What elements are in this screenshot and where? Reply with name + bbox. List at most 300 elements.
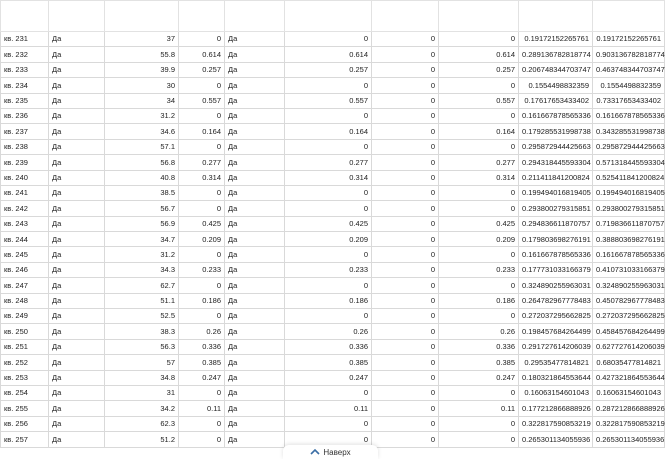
cell-apartment: кв. 236 — [1, 108, 49, 123]
cell-v3: 0.257 — [439, 62, 519, 77]
cell-flag1: Да — [49, 170, 105, 185]
cell-v4: 0.211411841200824 — [519, 170, 593, 185]
cell-v4: 0.198457684264499 — [519, 324, 593, 339]
cell-v5: 0.19172152265761 — [593, 32, 665, 47]
cell-v2: 0.247 — [285, 370, 372, 385]
cell-v3: 0.385 — [439, 355, 519, 370]
cell-apartment: кв. 256 — [1, 416, 49, 431]
cell-apartment: кв. 238 — [1, 139, 49, 154]
cell-flag2: Да — [225, 201, 285, 216]
cell-flag1: Да — [49, 155, 105, 170]
cell-flag1: Да — [49, 339, 105, 354]
table-row — [1, 185, 665, 200]
header-cell — [179, 1, 225, 32]
cell-v2: 0.257 — [285, 62, 372, 77]
cell-apartment: кв. 242 — [1, 201, 49, 216]
table-row — [1, 385, 665, 400]
cell-flag1: Да — [49, 247, 105, 262]
cell-v1: 0 — [179, 78, 225, 93]
cell-flag1: Да — [49, 201, 105, 216]
cell-apartment: кв. 253 — [1, 370, 49, 385]
cell-v1: 0 — [179, 139, 225, 154]
cell-v3: 0 — [439, 185, 519, 200]
cell-v5: 0.293800279315851 — [593, 201, 665, 216]
cell-z1: 0 — [372, 247, 439, 262]
cell-apartment: кв. 251 — [1, 339, 49, 354]
cell-flag2: Да — [225, 355, 285, 370]
cell-v1: 0 — [179, 416, 225, 431]
cell-v3: 0.557 — [439, 93, 519, 108]
cell-z1: 0 — [372, 232, 439, 247]
cell-v1: 0 — [179, 432, 225, 447]
cell-z1: 0 — [372, 401, 439, 416]
cell-v5: 0.73317653433402 — [593, 93, 665, 108]
cell-v1: 0 — [179, 309, 225, 324]
cell-area: 31.2 — [105, 247, 179, 262]
cell-v5: 0.388803698276191 — [593, 232, 665, 247]
cell-flag1: Да — [49, 47, 105, 62]
cell-area: 31 — [105, 385, 179, 400]
cell-v2: 0 — [285, 416, 372, 431]
cell-v1: 0.425 — [179, 216, 225, 231]
cell-v3: 0.209 — [439, 232, 519, 247]
cell-flag2: Да — [225, 324, 285, 339]
cell-apartment: кв. 254 — [1, 385, 49, 400]
table-row — [1, 108, 665, 123]
cell-flag1: Да — [49, 416, 105, 431]
cell-flag2: Да — [225, 247, 285, 262]
chevron-up-icon — [310, 448, 320, 456]
cell-v3: 0.186 — [439, 293, 519, 308]
cell-v4: 0.177731033166379 — [519, 262, 593, 277]
cell-area: 38.3 — [105, 324, 179, 339]
cell-v1: 0.247 — [179, 370, 225, 385]
cell-area: 56.7 — [105, 201, 179, 216]
header-cell — [105, 1, 179, 32]
cell-v1: 0.233 — [179, 262, 225, 277]
cell-v5: 0.525411841200824 — [593, 170, 665, 185]
cell-v1: 0.614 — [179, 47, 225, 62]
cell-v3: 0.26 — [439, 324, 519, 339]
cell-v2: 0 — [285, 247, 372, 262]
cell-v3: 0.425 — [439, 216, 519, 231]
cell-v3: 0.277 — [439, 155, 519, 170]
cell-v5: 0.68035477814821 — [593, 355, 665, 370]
table-row — [1, 216, 665, 231]
cell-apartment: кв. 244 — [1, 232, 49, 247]
cell-area: 30 — [105, 78, 179, 93]
table-row — [1, 93, 665, 108]
cell-area: 62.7 — [105, 278, 179, 293]
cell-v2: 0.314 — [285, 170, 372, 185]
cell-area: 56.9 — [105, 216, 179, 231]
cell-v1: 0 — [179, 247, 225, 262]
cell-flag2: Да — [225, 124, 285, 139]
cell-v4: 0.199494016819405 — [519, 185, 593, 200]
cell-v5: 0.458457684264499 — [593, 324, 665, 339]
cell-area: 34.6 — [105, 124, 179, 139]
cell-z1: 0 — [372, 32, 439, 47]
cell-z1: 0 — [372, 278, 439, 293]
cell-z1: 0 — [372, 385, 439, 400]
cell-v5: 0.16063154601043 — [593, 385, 665, 400]
cell-v5: 0.343285531998738 — [593, 124, 665, 139]
cell-v2: 0 — [285, 278, 372, 293]
cell-v4: 0.161667878565336 — [519, 108, 593, 123]
cell-flag2: Да — [225, 385, 285, 400]
cell-v1: 0.336 — [179, 339, 225, 354]
table-row — [1, 370, 665, 385]
cell-z1: 0 — [372, 324, 439, 339]
cell-v2: 0.233 — [285, 262, 372, 277]
cell-v1: 0.164 — [179, 124, 225, 139]
cell-apartment: кв. 240 — [1, 170, 49, 185]
cell-apartment: кв. 241 — [1, 185, 49, 200]
cell-area: 37 — [105, 32, 179, 47]
cell-z1: 0 — [372, 355, 439, 370]
header-cell — [519, 1, 593, 32]
cell-v2: 0 — [285, 309, 372, 324]
cell-v3: 0 — [439, 32, 519, 47]
cell-area: 40.8 — [105, 170, 179, 185]
cell-v3: 0 — [439, 78, 519, 93]
cell-flag2: Да — [225, 93, 285, 108]
cell-v1: 0.186 — [179, 293, 225, 308]
cell-flag2: Да — [225, 232, 285, 247]
cell-flag1: Да — [49, 124, 105, 139]
cell-apartment: кв. 246 — [1, 262, 49, 277]
cell-v4: 0.324890255963031 — [519, 278, 593, 293]
cell-v3: 0.233 — [439, 262, 519, 277]
cell-apartment: кв. 239 — [1, 155, 49, 170]
cell-flag1: Да — [49, 32, 105, 47]
cell-v1: 0 — [179, 385, 225, 400]
cell-apartment: кв. 252 — [1, 355, 49, 370]
header-cell — [285, 1, 372, 32]
cell-z1: 0 — [372, 370, 439, 385]
cell-v5: 0.1554498832359 — [593, 78, 665, 93]
cell-apartment: кв. 249 — [1, 309, 49, 324]
cell-v4: 0.293800279315851 — [519, 201, 593, 216]
cell-v3: 0 — [439, 385, 519, 400]
cell-v3: 0 — [439, 139, 519, 154]
cell-apartment: кв. 245 — [1, 247, 49, 262]
cell-v5: 0.903136782818774 — [593, 47, 665, 62]
cell-area: 56.3 — [105, 339, 179, 354]
cell-v4: 0.29535477814821 — [519, 355, 593, 370]
cell-area: 39.9 — [105, 62, 179, 77]
cell-v5: 0.463748344703747 — [593, 62, 665, 77]
table-row — [1, 78, 665, 93]
cell-apartment: кв. 257 — [1, 432, 49, 447]
cell-v3: 0 — [439, 247, 519, 262]
cell-z1: 0 — [372, 185, 439, 200]
cell-v2: 0 — [285, 139, 372, 154]
cell-v5: 0.450782967778483 — [593, 293, 665, 308]
cell-v2: 0.385 — [285, 355, 372, 370]
cell-flag2: Да — [225, 293, 285, 308]
cell-flag2: Да — [225, 339, 285, 354]
cell-v2: 0 — [285, 32, 372, 47]
back-to-top-button[interactable] — [283, 445, 378, 459]
cell-v1: 0.26 — [179, 324, 225, 339]
cell-area: 52.5 — [105, 309, 179, 324]
cell-z1: 0 — [372, 124, 439, 139]
cell-v2: 0.614 — [285, 47, 372, 62]
cell-v1: 0 — [179, 278, 225, 293]
cell-flag2: Да — [225, 155, 285, 170]
cell-v2: 0.186 — [285, 293, 372, 308]
cell-v5: 0.719836611870757 — [593, 216, 665, 231]
table-row — [1, 247, 665, 262]
cell-v2: 0.336 — [285, 339, 372, 354]
cell-flag1: Да — [49, 278, 105, 293]
cell-v4: 0.294318445593304 — [519, 155, 593, 170]
cell-flag2: Да — [225, 432, 285, 447]
cell-v1: 0 — [179, 108, 225, 123]
cell-flag1: Да — [49, 139, 105, 154]
cell-flag1: Да — [49, 401, 105, 416]
cell-flag1: Да — [49, 432, 105, 447]
cell-area: 34.7 — [105, 232, 179, 247]
cell-area: 56.8 — [105, 155, 179, 170]
table-row — [1, 155, 665, 170]
cell-flag2: Да — [225, 139, 285, 154]
cell-v3: 0.164 — [439, 124, 519, 139]
cell-apartment: кв. 247 — [1, 278, 49, 293]
cell-z1: 0 — [372, 139, 439, 154]
table-row — [1, 139, 665, 154]
cell-flag1: Да — [49, 355, 105, 370]
cell-flag2: Да — [225, 170, 285, 185]
cell-v4: 0.294836611870757 — [519, 216, 593, 231]
table-row — [1, 170, 665, 185]
cell-z1: 0 — [372, 216, 439, 231]
cell-v4: 0.177212866888926 — [519, 401, 593, 416]
cell-flag1: Да — [49, 232, 105, 247]
cell-v4: 0.272037295662825 — [519, 309, 593, 324]
cell-flag1: Да — [49, 78, 105, 93]
cell-z1: 0 — [372, 170, 439, 185]
cell-v4: 0.264782967778483 — [519, 293, 593, 308]
cell-apartment: кв. 243 — [1, 216, 49, 231]
cell-v5: 0.427321864553644 — [593, 370, 665, 385]
cell-v3: 0 — [439, 201, 519, 216]
header-cell — [225, 1, 285, 32]
cell-flag2: Да — [225, 62, 285, 77]
cell-flag2: Да — [225, 185, 285, 200]
cell-v5: 0.410731033166379 — [593, 262, 665, 277]
cell-apartment: кв. 237 — [1, 124, 49, 139]
cell-v2: 0.277 — [285, 155, 372, 170]
cell-v2: 0 — [285, 108, 372, 123]
header-cell — [49, 1, 105, 32]
cell-v3: 0.11 — [439, 401, 519, 416]
cell-v5: 0.295872944425663 — [593, 139, 665, 154]
cell-flag1: Да — [49, 62, 105, 77]
cell-v4: 0.265301134055936 — [519, 432, 593, 447]
cell-apartment: кв. 231 — [1, 32, 49, 47]
cell-v3: 0 — [439, 416, 519, 431]
cell-flag2: Да — [225, 401, 285, 416]
table-row — [1, 47, 665, 62]
cell-apartment: кв. 233 — [1, 62, 49, 77]
cell-v5: 0.571318445593304 — [593, 155, 665, 170]
cell-v2: 0 — [285, 432, 372, 447]
cell-v4: 0.322817590853219 — [519, 416, 593, 431]
cell-area: 51.1 — [105, 293, 179, 308]
cell-z1: 0 — [372, 47, 439, 62]
cell-v2: 0 — [285, 185, 372, 200]
cell-v2: 0.11 — [285, 401, 372, 416]
cell-v2: 0.557 — [285, 93, 372, 108]
cell-area: 62.3 — [105, 416, 179, 431]
cell-v2: 0.164 — [285, 124, 372, 139]
cell-flag1: Да — [49, 309, 105, 324]
cell-z1: 0 — [372, 78, 439, 93]
header-cell — [439, 1, 519, 32]
cell-flag1: Да — [49, 324, 105, 339]
cell-v2: 0.26 — [285, 324, 372, 339]
cell-v3: 0 — [439, 309, 519, 324]
cell-v4: 0.16063154601043 — [519, 385, 593, 400]
cell-apartment: кв. 234 — [1, 78, 49, 93]
cell-v1: 0.277 — [179, 155, 225, 170]
cell-area: 34.8 — [105, 370, 179, 385]
cell-v3: 0.247 — [439, 370, 519, 385]
cell-v4: 0.179803698276191 — [519, 232, 593, 247]
cell-v4: 0.291727614206039 — [519, 339, 593, 354]
header-row — [1, 1, 665, 32]
table-row — [1, 124, 665, 139]
cell-area: 57.1 — [105, 139, 179, 154]
cell-flag2: Да — [225, 108, 285, 123]
cell-v2: 0 — [285, 201, 372, 216]
cell-v1: 0.209 — [179, 232, 225, 247]
cell-v2: 0.425 — [285, 216, 372, 231]
header-cell — [593, 1, 665, 32]
cell-z1: 0 — [372, 262, 439, 277]
cell-v5: 0.265301134055936 — [593, 432, 665, 447]
cell-flag2: Да — [225, 78, 285, 93]
cell-v4: 0.295872944425663 — [519, 139, 593, 154]
cell-z1: 0 — [372, 201, 439, 216]
cell-v1: 0 — [179, 32, 225, 47]
cell-v3: 0 — [439, 278, 519, 293]
cell-v3: 0.614 — [439, 47, 519, 62]
header-cell — [372, 1, 439, 32]
cell-apartment: кв. 250 — [1, 324, 49, 339]
table-row — [1, 355, 665, 370]
cell-z1: 0 — [372, 155, 439, 170]
cell-flag1: Да — [49, 185, 105, 200]
cell-v1: 0 — [179, 201, 225, 216]
cell-z1: 0 — [372, 309, 439, 324]
cell-flag2: Да — [225, 278, 285, 293]
cell-v3: 0.314 — [439, 170, 519, 185]
back-to-top-label: Наверх — [323, 447, 351, 457]
cell-z1: 0 — [372, 62, 439, 77]
cell-v4: 0.161667878565336 — [519, 247, 593, 262]
table-row — [1, 32, 665, 47]
cell-v4: 0.17617653433402 — [519, 93, 593, 108]
table-row — [1, 324, 665, 339]
cell-area: 31.2 — [105, 108, 179, 123]
cell-flag1: Да — [49, 385, 105, 400]
cell-apartment: кв. 255 — [1, 401, 49, 416]
cell-v4: 0.179285531998738 — [519, 124, 593, 139]
cell-v1: 0.11 — [179, 401, 225, 416]
cell-v5: 0.627727614206039 — [593, 339, 665, 354]
cell-v1: 0 — [179, 185, 225, 200]
cell-flag2: Да — [225, 47, 285, 62]
cell-v5: 0.324890255963031 — [593, 278, 665, 293]
cell-v2: 0 — [285, 78, 372, 93]
cell-v2: 0.209 — [285, 232, 372, 247]
table-row — [1, 401, 665, 416]
cell-flag1: Да — [49, 370, 105, 385]
cell-v1: 0.385 — [179, 355, 225, 370]
cell-flag2: Да — [225, 262, 285, 277]
cell-flag1: Да — [49, 93, 105, 108]
cell-apartment: кв. 232 — [1, 47, 49, 62]
table-row — [1, 262, 665, 277]
cell-v4: 0.206748344703747 — [519, 62, 593, 77]
cell-z1: 0 — [372, 93, 439, 108]
table-row — [1, 339, 665, 354]
cell-v3: 0 — [439, 432, 519, 447]
cell-v3: 0 — [439, 108, 519, 123]
cell-area: 51.2 — [105, 432, 179, 447]
cell-apartment: кв. 235 — [1, 93, 49, 108]
cell-v4: 0.19172152265761 — [519, 32, 593, 47]
cell-flag1: Да — [49, 108, 105, 123]
cell-z1: 0 — [372, 416, 439, 431]
cell-v1: 0.314 — [179, 170, 225, 185]
cell-v4: 0.180321864553644 — [519, 370, 593, 385]
table-row — [1, 232, 665, 247]
cell-v5: 0.322817590853219 — [593, 416, 665, 431]
table-row — [1, 309, 665, 324]
table-row — [1, 416, 665, 431]
cell-area: 55.8 — [105, 47, 179, 62]
cell-v3: 0.336 — [439, 339, 519, 354]
cell-flag2: Да — [225, 32, 285, 47]
cell-flag1: Да — [49, 216, 105, 231]
cell-v1: 0.557 — [179, 93, 225, 108]
header-cell — [1, 1, 49, 32]
cell-flag2: Да — [225, 416, 285, 431]
table-row — [1, 201, 665, 216]
cell-area: 34.2 — [105, 401, 179, 416]
cell-v4: 0.1554498832359 — [519, 78, 593, 93]
cell-v5: 0.161667878565336 — [593, 108, 665, 123]
table-row — [1, 62, 665, 77]
cell-flag1: Да — [49, 293, 105, 308]
cell-z1: 0 — [372, 432, 439, 447]
cell-area: 38.5 — [105, 185, 179, 200]
cell-z1: 0 — [372, 339, 439, 354]
table-row — [1, 278, 665, 293]
cell-v5: 0.161667878565336 — [593, 247, 665, 262]
cell-area: 34.3 — [105, 262, 179, 277]
cell-flag2: Да — [225, 216, 285, 231]
cell-v2: 0 — [285, 385, 372, 400]
cell-apartment: кв. 248 — [1, 293, 49, 308]
cell-area: 57 — [105, 355, 179, 370]
cell-v1: 0.257 — [179, 62, 225, 77]
cell-v5: 0.287212866888926 — [593, 401, 665, 416]
